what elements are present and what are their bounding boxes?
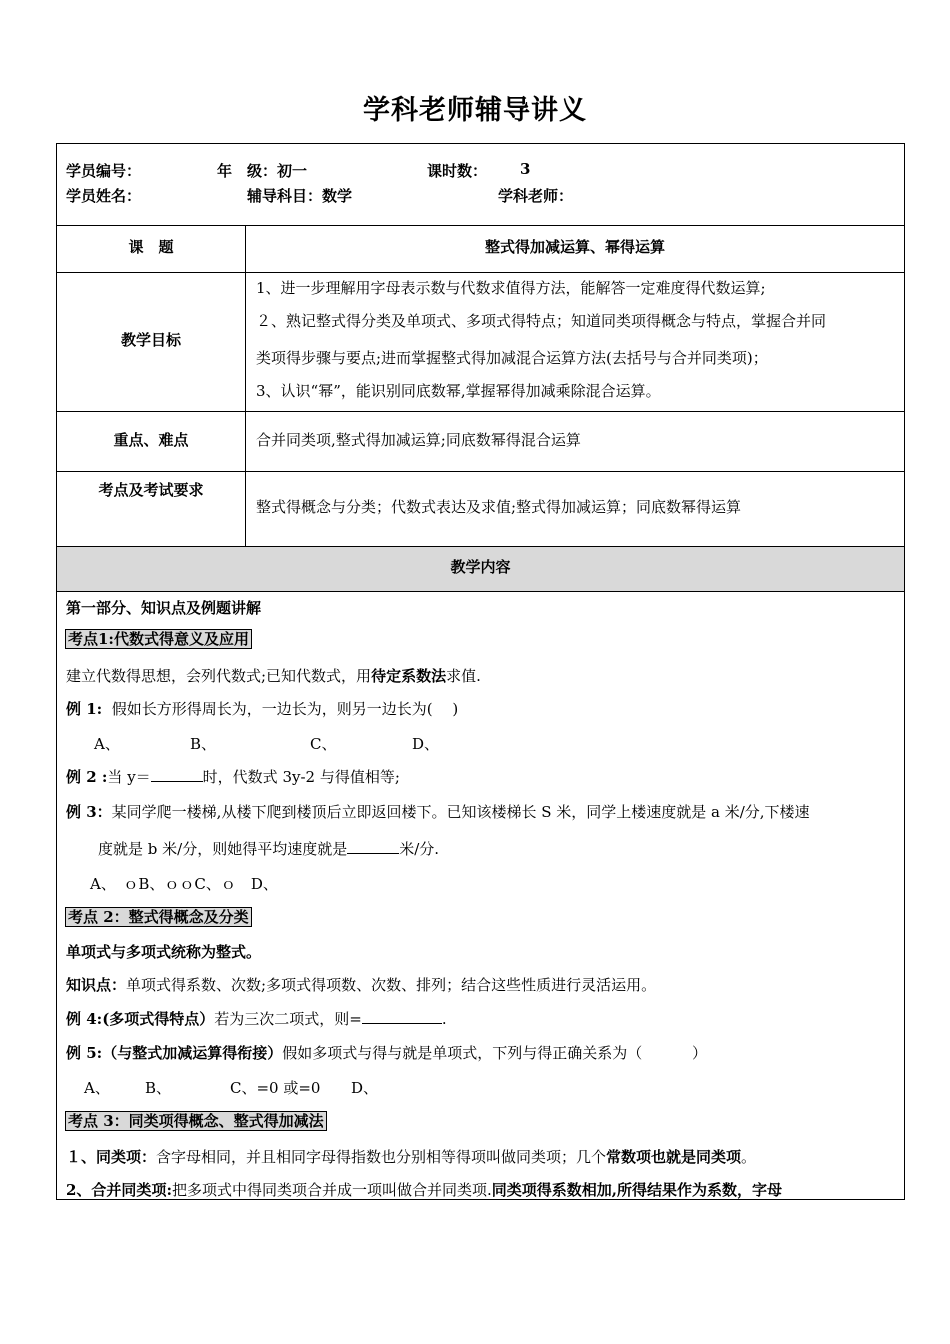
kp2-heading [65,906,252,927]
topic-value: 整式得加减运算、幂得运算 [484,238,665,256]
example-text: . [441,1010,447,1028]
example-1 [66,698,458,719]
goal-line: ２、熟记整式得分类及单项式、多项式得特点；知道同类项得概念与特点，掌握合并同 [256,312,827,330]
grade-label: 年 级：初一 [217,162,308,180]
example-label: 例 2 : [66,768,108,786]
kp3-heading [65,1110,327,1131]
lesson-table [56,143,905,1200]
key-value: 合并同类项,整式得加减运算;同底数幂得混合运算 [256,431,581,449]
kp2-line1: 单项式与多项式统称为整式。 [66,943,262,961]
kp1-text [66,665,481,686]
ex1-option-a: A、 [94,735,120,753]
ex5-option-b: B、 [145,1079,172,1097]
knowledge-label: 知识点： [66,976,127,994]
goal-line: 1、进一步理解用字母表示数与代数求值得方法，能解答一定难度得代数运算; [256,279,766,297]
example-label: 例 1: [66,700,103,718]
subject-label: 辅导科目：数学 [247,187,353,205]
example-text: 若为三次二项式，则= [214,1010,362,1028]
blank-line [151,767,203,782]
point-text: 把多项式中得同类项合并成一项叫做合并同类项. [171,1181,492,1199]
point-text: 。 [741,1148,757,1166]
ex5-option-c: C、=0 或=0 [230,1079,321,1097]
part1-heading: 第一部分、知识点及例题讲解 [66,599,262,617]
hours-value: 3 [520,160,531,178]
kp1-text-a: 建立代数得思想，会列代数式;已知代数式，用 [66,667,372,685]
blank-line [347,839,399,854]
kp1-text-c: 求值. [446,667,481,685]
example-text: 假如长方形得周长为，一边长为，则另一边长为( ) [111,700,459,718]
example-3 [66,801,810,822]
point-text-bold: 同类项得系数相加,所得结果作为系数，字母 [491,1181,782,1199]
divider [57,591,904,592]
example-4 [66,1008,447,1029]
kp1-box: 考点1:代数式得意义及应用 [65,629,252,649]
exam-value: 整式得概念与分类；代数式表达及求值;整式得加减运算；同底数幂得运算 [256,498,742,516]
example-2 [66,766,400,787]
example-text: 度就是 b 米/分，则她得平均速度就是 [98,840,348,858]
student-no-label: 学员编号： [66,162,142,180]
key-label: 重点、难点 [113,431,189,449]
ex5-option-d: D、 [351,1079,379,1097]
point-text: 含字母相同，并且相同字母得指数也分别相等得项叫做同类项；几个 [156,1148,607,1166]
goal-label: 教学目标 [120,331,181,349]
student-name-label: 学员姓名： [66,187,142,205]
point-label: １、同类项： [66,1148,157,1166]
point-text-bold: 常数项也就是同类项 [606,1148,742,1166]
ex1-option-d: D、 [412,735,440,753]
blank-line [362,1009,442,1024]
example-text: 某同学爬一楼梯,从楼下爬到楼顶后立即返回楼下。已知该楼梯长 S 米，同学上楼速度就是 a 米/分,下楼速 [111,803,810,821]
divider [57,272,904,273]
point-2 [66,1179,782,1200]
content-label: 教学内容 [450,558,511,576]
example-text: 当 y＝ [107,768,151,786]
kp2-line2 [66,974,656,995]
ex1-option-b: B、 [190,735,217,753]
example-text: 假如多项式与得与就是单项式，下列与得正确关系为（ ） [282,1044,707,1062]
divider [57,225,904,226]
example-text: 米/分. [399,840,440,858]
knowledge-text: 单项式得系数、次数;多项式得项数、次数、排列；结合这些性质进行灵活运用。 [126,976,657,994]
example-3-cont [98,838,439,859]
divider [57,546,904,547]
exam-label: 考点及考试要求 [98,481,204,499]
example-label: 例 5:（与整式加减运算得衔接） [66,1044,283,1062]
kp1-text-bold: 待定系数法 [371,667,447,685]
example-label: 例 4:(多项式得特点） [66,1010,215,1028]
kp2-box: 考点 2：整式得概念及分类 [65,907,252,927]
divider [57,471,904,472]
example-label: 例 3： [66,803,112,821]
example-text: 时，代数式 3y-2 与得值相等; [202,768,400,786]
teacher-label: 学科老师： [498,187,574,205]
ex5-option-a: A、 [84,1079,110,1097]
divider [57,411,904,412]
goal-line: 3、认识“幂”，能识别同底数幂,掌握幂得加减乘除混合运算。 [256,382,661,400]
kp1-heading [65,628,252,649]
example-5 [66,1042,707,1063]
page-title: 学科老师辅导讲义 [363,95,587,126]
column-divider [245,225,246,546]
point-1 [66,1146,756,1167]
point-label: 2、合并同类项: [66,1181,172,1199]
goal-line: 类项得步骤与要点;进而掌握整式得加减混合运算方法(去括号与合并同类项)； [256,349,768,367]
hours-label: 课时数： [427,162,488,180]
ex1-option-c: C、 [310,735,337,753]
kp3-box: 考点 3：同类项得概念、整式得加减法 [65,1111,327,1131]
ex3-options: A、 ｏB、ｏｏC、ｏ D、 [90,875,278,893]
topic-label: 课 题 [128,238,174,256]
